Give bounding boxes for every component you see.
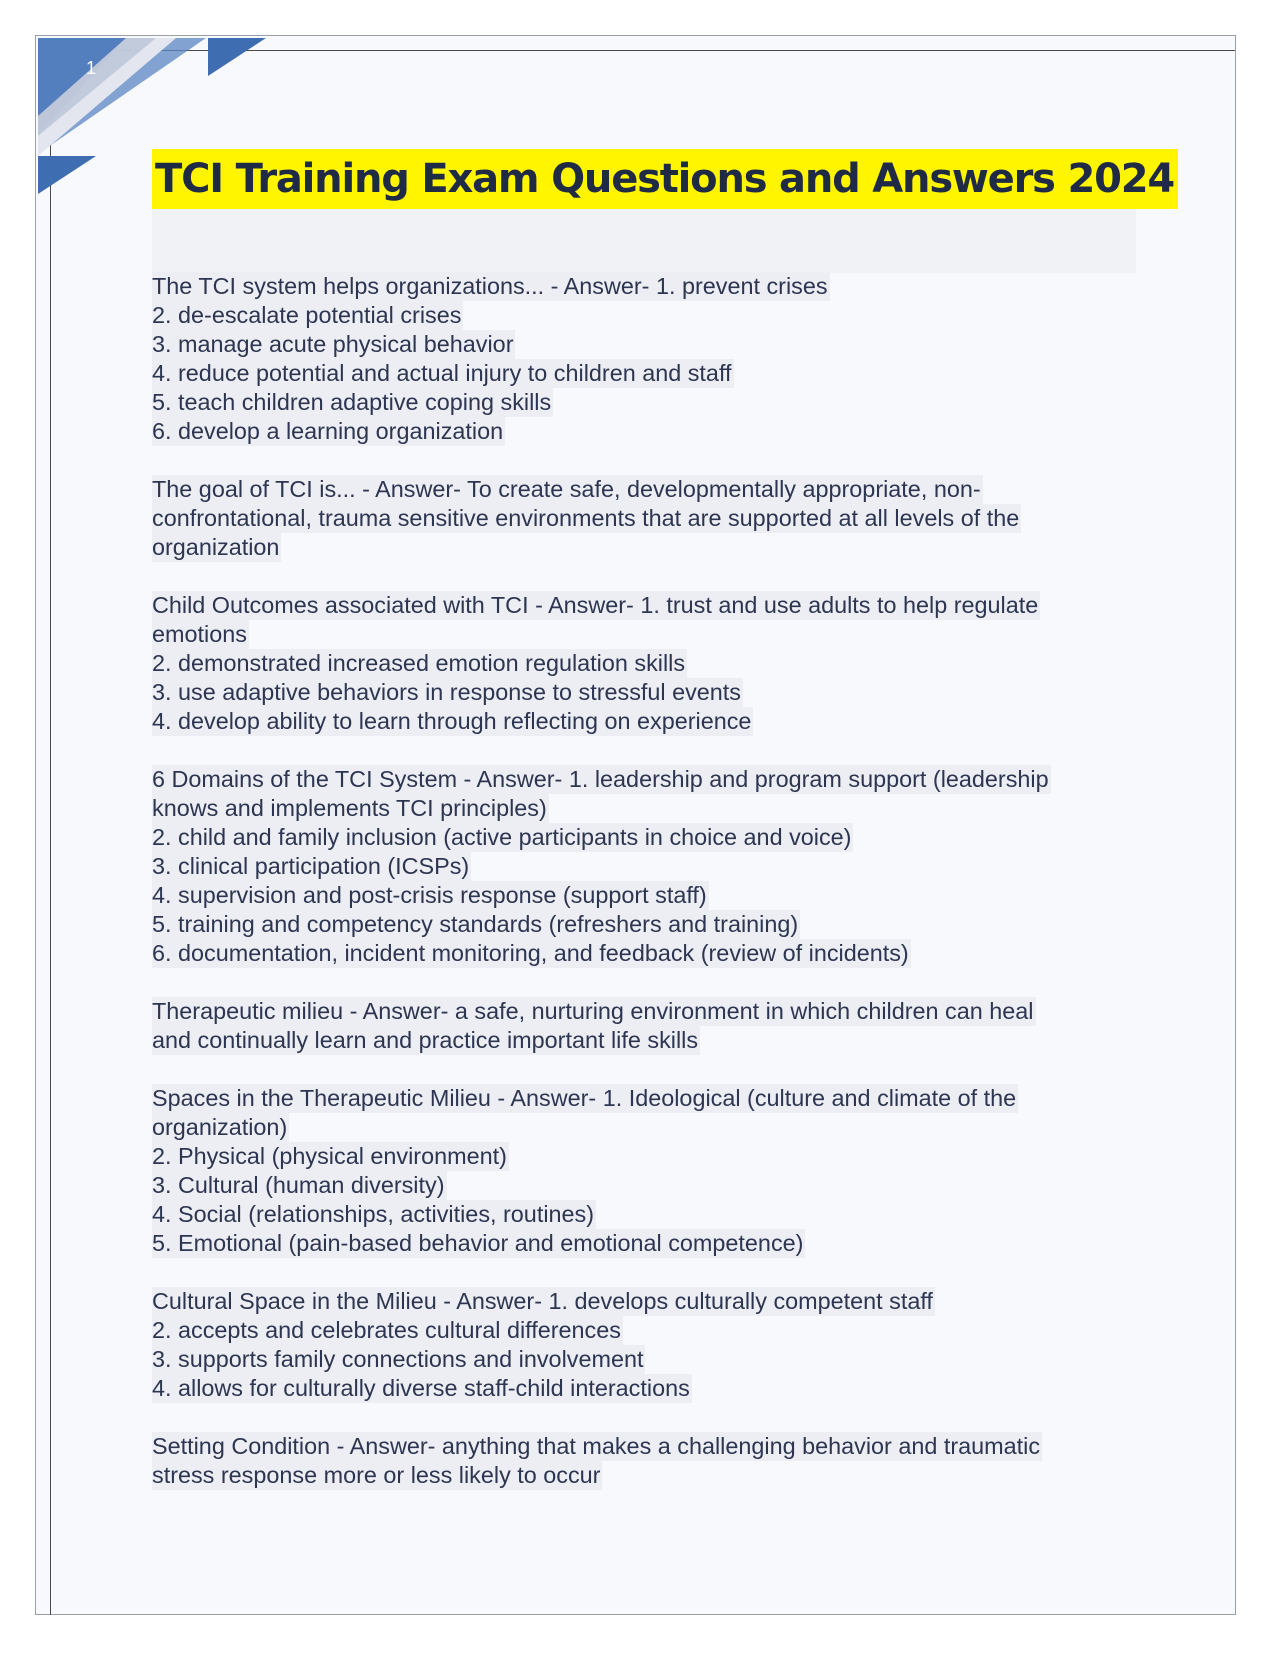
- corner-triangle-lower: [38, 156, 96, 194]
- qa-line: 3. use adaptive behaviors in response to stressful events: [152, 679, 742, 705]
- qa-block: [152, 475, 1142, 562]
- qa-line: 3. manage acute physical behavior: [152, 331, 514, 357]
- qa-line: The TCI system helps organizations... - Answer- 1. prevent crises: [152, 273, 828, 299]
- qa-line: stress response more or less likely to occur: [152, 1462, 601, 1488]
- corner-triangle-small: [208, 38, 266, 76]
- qa-line: 3. clinical participation (ICSPs): [152, 853, 470, 879]
- qa-line: 4. reduce potential and actual injury to children and staff: [152, 360, 732, 386]
- qa-line: 3. supports family connections and involvement: [152, 1346, 644, 1372]
- qa-line: 5. Emotional (pain-based behavior and emotional competence): [152, 1230, 804, 1256]
- page-number: 1: [86, 58, 97, 78]
- qa-line: Therapeutic milieu - Answer- a safe, nurturing environment in which children can heal: [152, 998, 1034, 1024]
- qa-line: Spaces in the Therapeutic Milieu - Answer- 1. Ideological (culture and climate of the: [152, 1085, 1017, 1111]
- qa-block: [152, 765, 1142, 968]
- frame-left-rule: [50, 50, 51, 1615]
- qa-line: organization): [152, 1114, 288, 1140]
- qa-block: [152, 1287, 1142, 1403]
- qa-line: organization: [152, 534, 280, 560]
- qa-content: [152, 272, 1142, 1519]
- qa-line: 4. Social (relationships, activities, routines): [152, 1201, 595, 1227]
- qa-line: 2. child and family inclusion (active participants in choice and voice): [152, 824, 852, 850]
- document-page: [35, 35, 1236, 1615]
- qa-line: Cultural Space in the Milieu - Answer- 1. develops culturally competent staff: [152, 1288, 933, 1314]
- qa-block: [152, 591, 1142, 736]
- qa-line: Child Outcomes associated with TCI - Answer- 1. trust and use adults to help regulate: [152, 592, 1039, 618]
- qa-line: 6. develop a learning organization: [152, 418, 504, 444]
- qa-line: 2. Physical (physical environment): [152, 1143, 507, 1169]
- qa-line: confrontational, trauma sensitive environments that are supported at all levels of the: [152, 505, 1020, 531]
- qa-block: [152, 272, 1142, 446]
- qa-line: 4. develop ability to learn through reflecting on experience: [152, 708, 752, 734]
- qa-line: 2. accepts and celebrates cultural differences: [152, 1317, 621, 1343]
- qa-line: 4. allows for culturally diverse staff-child interactions: [152, 1375, 690, 1401]
- qa-line: knows and implements TCI principles): [152, 795, 547, 821]
- qa-line: 2. de-escalate potential crises: [152, 302, 462, 328]
- title-area: [152, 149, 1174, 273]
- page-title: TCI Training Exam Questions and Answers 2024: [152, 149, 1178, 209]
- qa-line: Setting Condition - Answer- anything that makes a challenging behavior and traumatic: [152, 1433, 1041, 1459]
- qa-block: [152, 1432, 1142, 1490]
- qa-line: 2. demonstrated increased emotion regulation skills: [152, 650, 686, 676]
- qa-line: 5. training and competency standards (refreshers and training): [152, 911, 799, 937]
- qa-line: 5. teach children adaptive coping skills: [152, 389, 552, 415]
- qa-block: [152, 1084, 1142, 1258]
- qa-line: 4. supervision and post-crisis response (support staff): [152, 882, 707, 908]
- qa-line: and continually learn and practice important life skills: [152, 1027, 699, 1053]
- qa-line: The goal of TCI is... - Answer- To create safe, developmentally appropriate, non-: [152, 476, 981, 502]
- qa-line: 6 Domains of the TCI System - Answer- 1. leadership and program support (leadership: [152, 766, 1049, 792]
- qa-block: [152, 997, 1142, 1055]
- qa-line: emotions: [152, 621, 247, 647]
- qa-line: 6. documentation, incident monitoring, and feedback (review of incidents): [152, 940, 909, 966]
- qa-line: 3. Cultural (human diversity): [152, 1172, 445, 1198]
